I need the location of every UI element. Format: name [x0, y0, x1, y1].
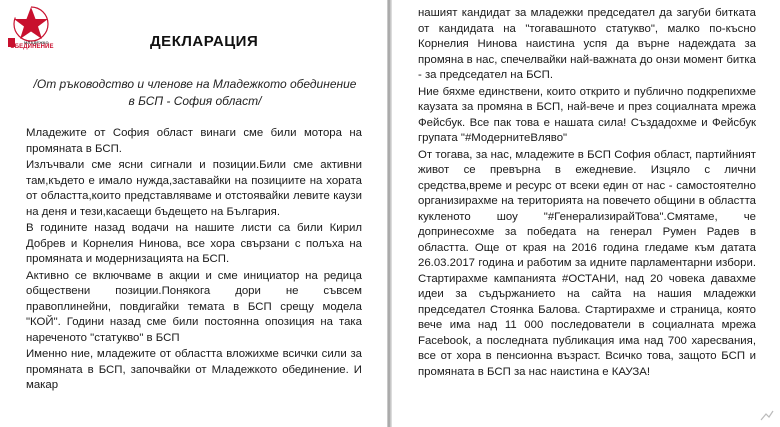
paragraph: Ние бяхме единствени, които открито и публично подкрепихме каузата за промяна в БСП, най-вече и през социалната мрежа Фейсбук. Все пак това е нашата сила! Създадохме и Фейсбук групата "#МодернитеВляво" [418, 85, 756, 144]
logo-text: МЛАДЕЖКО ОБЕДИНЕНИЕ [10, 40, 54, 50]
paragraph: Излъчвали сме ясни сигнали и позиции.Били сме активни там,където е имало нужда,заставайки на позициите на хората от областта,които представляваме и отстоявайки левите каузи на деня и тези,касаещи бъдещето на България. [26, 159, 362, 218]
document-subtitle: /От ръководство и членове на Младежкото обединение в БСП - София област/ [33, 77, 357, 108]
paragraph: От тогава, за нас, младежите в БСП София област, партийният живот се превърна в ежедневие. Изцяло с лични средства,време и ресурс от всеки един от нас - самостоятелно организирахме на територията на повечето общини в областта кукленото шоу "#ГенерализирайТова".Смятаме, че допринесохме за победата на генерал Румен Радев в областта. Още от края на 2016 година гледаме към датата 26.03.2017 година и работим за идните парламентарни избори. Стартирахме кампанията #ОСТАНИ, над 20 човека давахме идеи за съдържанието на сайта на нашия младежки председател Стоянка Балова. Стартирахме и страница, която вече има над 11 000 последователи в социалната мрежа Facebook, а последната публикация има над 700 харесвания, все от хора в пенсионна възраст. Всичко това, защото БСП и промяната в БСП за нас наистина е КАУЗА! [418, 148, 756, 378]
left-body-text [26, 126, 362, 395]
paragraph: нашият кандидат за младежки председател да загуби битката от кандидата на "тогавашното статукво", малко по-късно Корнелия Нинова наистина успя да върне надеждата за промяна в нас, спечелвайки най-важната до онзи момент битка - за председател на БСП. [418, 7, 756, 81]
right-body-text [418, 6, 756, 381]
paragraph: Именно ние, младежите от областта вложихме всички сили за промяната в БСП, започвайки от Младежкото обединение. И макар [26, 348, 362, 391]
page-corner-icon [760, 409, 774, 421]
bsp-youth-logo [6, 4, 56, 52]
paragraph: Активно се включваме в акции и сме инициатор на редица обществени позиции.Понякога дори не съвсем правоплинейни, повдигайки темата в БСП срещу модела "КОЙ". Години назад сме били постоянна опозиция на така нареченото "статукво" в БСП [26, 269, 362, 344]
paragraph: Младежите от София област винаги сме били мотора на промяната в БСП. [26, 127, 362, 155]
document-title: ДЕКЛАРАЦИЯ [150, 33, 259, 50]
left-page [0, 0, 388, 427]
paragraph: В годините назад водачи на нашите листи са били Кирил Добрев и Корнелия Нинова, все хора свързани с полъха на промяната и модернизацията на БСП. [26, 222, 362, 265]
right-page [392, 0, 780, 427]
